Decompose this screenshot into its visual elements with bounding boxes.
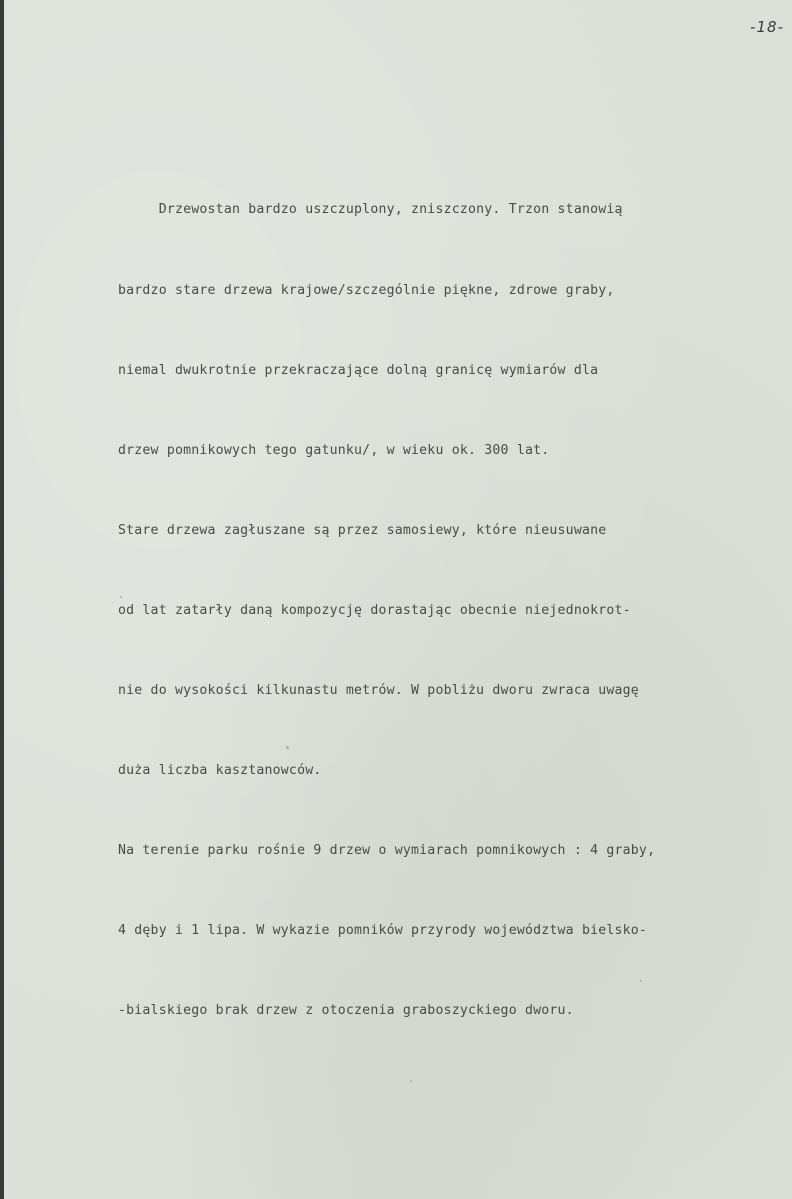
text-line: od lat zatarły daną kompozycję dorastając obecnie niejednokrot- [118, 602, 631, 618]
typewritten-text [118, 144, 788, 1078]
text-line: Na terenie parku rośnie 9 drzew o wymiarach pomnikowych : 4 graby, [118, 843, 656, 859]
scan-edge [0, 0, 4, 1199]
text-line: Drzewostan bardzo uszczuplony, zniszczony. Trzon stanowią [118, 202, 623, 218]
paper-speck [286, 746, 289, 749]
text-line: 4 dęby i 1 lipa. W wykazie pomników przyrody województwa bielsko- [118, 923, 648, 939]
text-line: niemal dwukrotnie przekraczające dolną granicę wymiarów dla [118, 362, 599, 378]
paper-speck [410, 1080, 412, 1082]
text-line: -bialskiego brak drzew z otoczenia graboszyckiego dworu. [118, 1003, 574, 1019]
text-line: nie do wysokości kilkunastu metrów. W pobliżu dworu zwraca uwagę [118, 682, 639, 698]
text-line: duża liczba kasztanowców. [118, 763, 322, 779]
page-number: -18- [750, 18, 784, 36]
text-line: bardzo stare drzewa krajowe/szczególnie piękne, zdrowe graby, [118, 282, 615, 298]
text-line: Stare drzewa zagłuszane są przez samosiewy, które nieusuwane [118, 522, 607, 538]
paper-speck [120, 596, 122, 598]
text-line: drzew pomnikowych tego gatunku/, w wieku ok. 300 lat. [118, 442, 550, 458]
paper-speck [640, 980, 642, 982]
